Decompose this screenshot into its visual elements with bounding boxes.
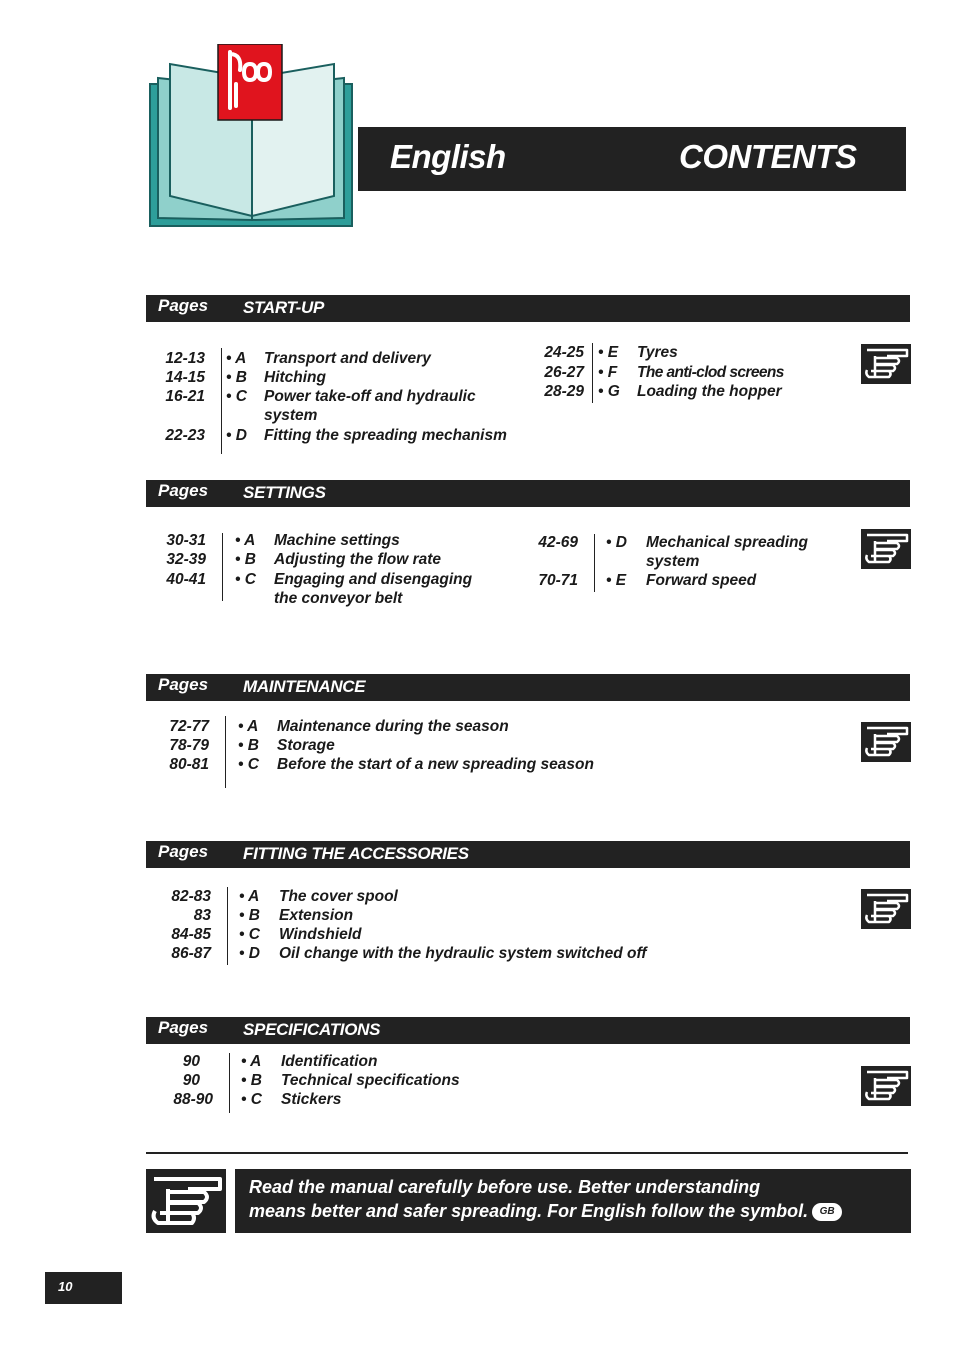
toc-entry[interactable]: 86-87 • D Oil change with the hydraulic system switched off [171, 945, 647, 962]
toc-entry[interactable]: 82-83 • A The cover spool [171, 888, 398, 905]
pages-label: Pages [158, 842, 209, 861]
toc-entry[interactable]: 26-27 • F The anti-clod screens [544, 364, 784, 381]
section-title: MAINTENANCE [243, 677, 366, 696]
page-number-box [45, 1272, 122, 1304]
toc-entry[interactable]: 30-31 • A Machine settings [166, 532, 400, 549]
page-number: 10 [58, 1279, 73, 1294]
pointing-hand-icon [861, 722, 911, 762]
section-header-settings [146, 480, 910, 507]
language-title: English [390, 138, 506, 175]
pages-label: Pages [158, 1018, 209, 1037]
toc-entry[interactable]: 70-71 • E Forward speed [538, 572, 757, 589]
section-header-accessories [146, 841, 910, 868]
pointing-hand-icon [861, 889, 911, 929]
toc-entry[interactable]: 12-13 • A Transport and delivery [165, 350, 431, 367]
toc-entry[interactable]: 78-79 • B Storage [169, 737, 335, 754]
pointing-hand-icon [861, 529, 911, 569]
section-title: START-UP [243, 298, 325, 317]
section-title: SETTINGS [243, 483, 326, 502]
pointing-hand-icon [861, 344, 911, 384]
note-text [249, 1175, 842, 1223]
toc-entry[interactable]: 24-25 • E Tyres [544, 344, 678, 361]
toc-entry[interactable]: 90 • A Identification [182, 1053, 378, 1070]
pages-label: Pages [158, 481, 209, 500]
section-header-start-up [146, 295, 910, 322]
divider-rule [146, 1152, 908, 1154]
section-header-specifications [146, 1017, 910, 1044]
pages-label: Pages [158, 675, 209, 694]
toc-entry[interactable]: 28-29 • G Loading the hopper [544, 383, 782, 400]
pages-label: Pages [158, 296, 209, 315]
note-line-1: Read the manual carefully before use. Better understanding [249, 1177, 761, 1197]
section-title: FITTING THE ACCESSORIES [243, 844, 469, 863]
note-line-2-text: means better and safer spreading. For English follow the symbol. [249, 1201, 809, 1221]
toc-entry[interactable]: 16-21 • C Power take-off and hydraulic system [165, 388, 476, 424]
toc-entry[interactable]: 42-69 • D Mechanical spreading system [538, 534, 808, 570]
toc-entry[interactable]: 83 • B Extension [193, 907, 354, 924]
toc-entry[interactable]: 22-23 • D Fitting the spreading mechanism [165, 427, 507, 444]
toc-entry[interactable]: 88-90 • C Stickers [173, 1091, 342, 1108]
toc-entry[interactable]: 90 • B Technical specifications [182, 1072, 460, 1089]
gb-badge: GB [812, 1203, 842, 1221]
pointing-hand-icon [861, 1066, 911, 1106]
pointing-hand-icon [146, 1169, 226, 1233]
note-line-2 [249, 1199, 842, 1223]
contents-title: CONTENTS [679, 138, 857, 175]
toc-entry[interactable]: 32-39 • B Adjusting the flow rate [166, 551, 442, 568]
open-book-logo-icon [148, 44, 354, 228]
toc-entry[interactable]: 14-15 • B Hitching [165, 369, 326, 386]
toc-entry[interactable]: 84-85 • C Windshield [171, 926, 362, 943]
section-title: SPECIFICATIONS [243, 1020, 381, 1039]
toc-entry[interactable]: 40-41 • C Engaging and disengaging the conveyor belt [166, 571, 473, 607]
toc-entry[interactable]: 72-77 • A Maintenance during the season [169, 718, 509, 735]
toc-entry[interactable]: 80-81 • C Before the start of a new spreading season [169, 756, 594, 773]
section-header-maintenance [146, 674, 910, 701]
